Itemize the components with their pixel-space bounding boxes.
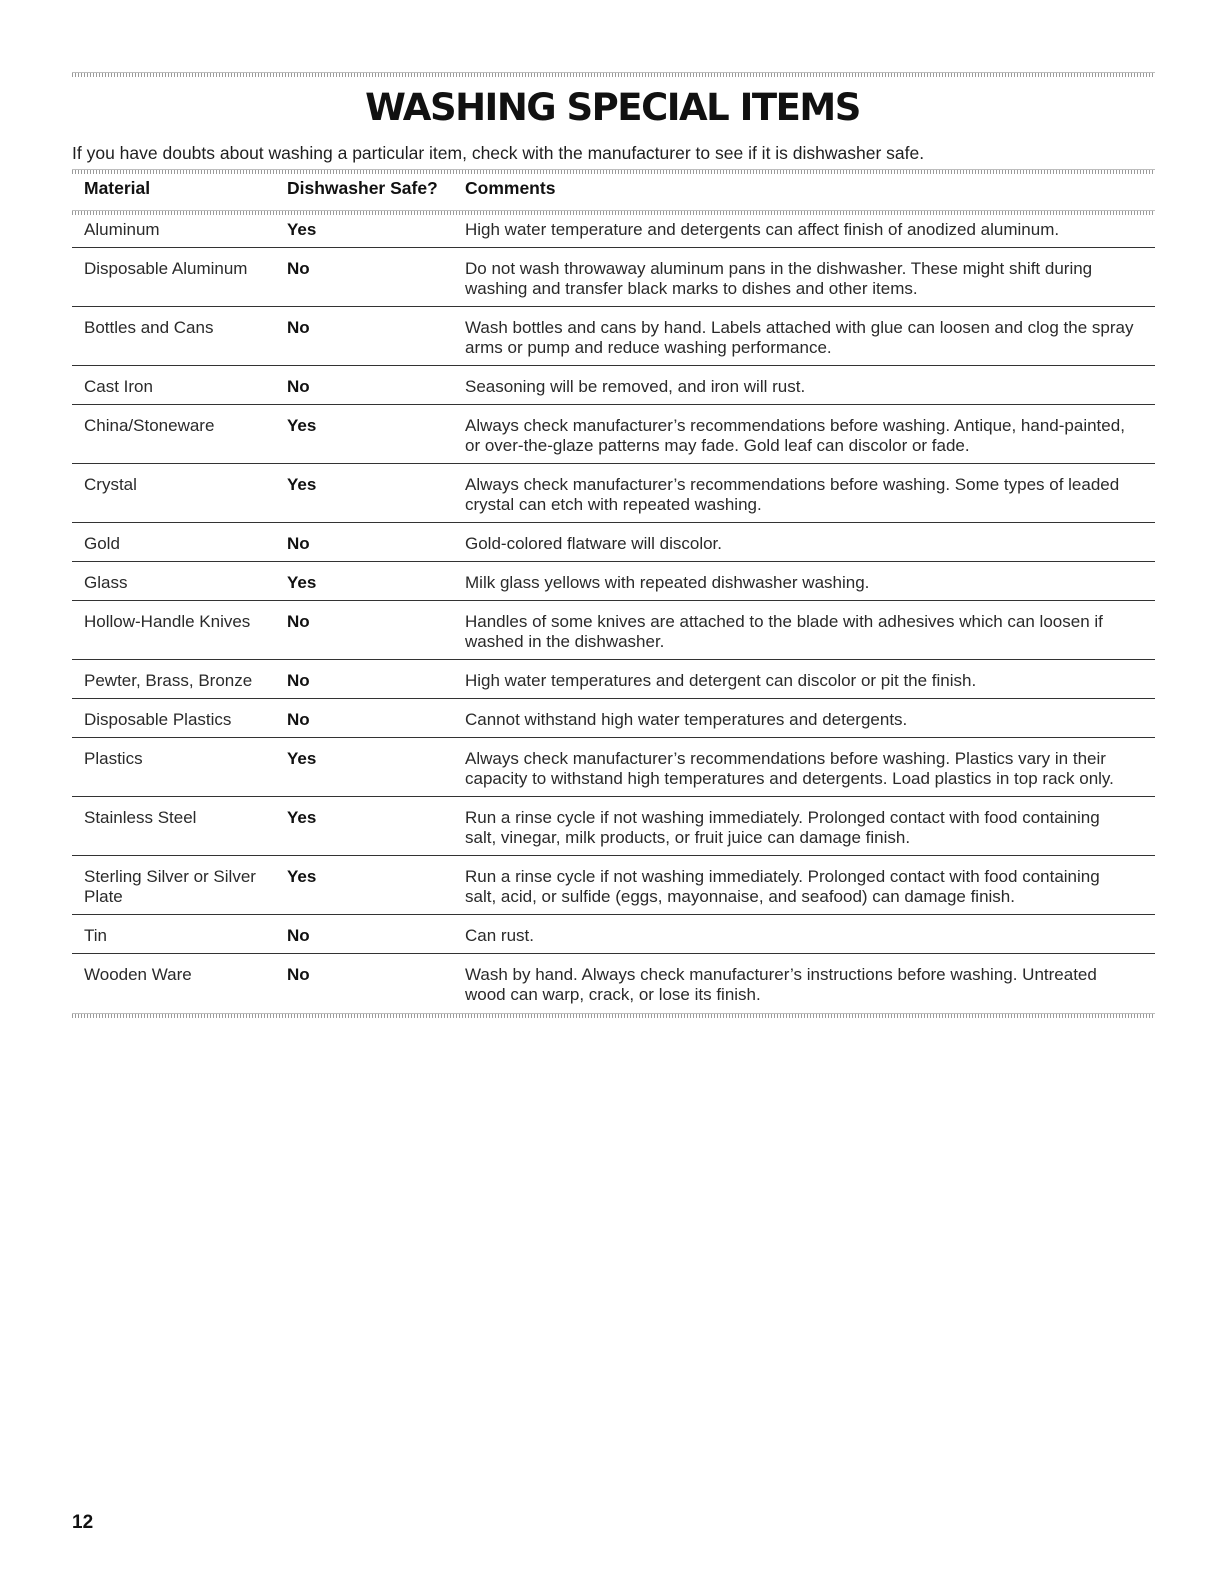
dishwasher-safe-cell: Yes [275,464,453,523]
table-row [72,405,1155,464]
dishwasher-safe-cell: Yes [275,405,453,464]
material-cell: Plastics [72,738,275,797]
material-cell: Wooden Ware [84,965,192,984]
dishwasher-safe-cell: No [287,965,310,984]
header-comments: Comments [465,178,556,198]
dishwasher-safe-cell: No [275,660,453,699]
header-material: Material [84,178,151,198]
comments-cell: Wash bottles and cans by hand. Labels attached with glue can loosen and clog the spray arms or pump and reduce washing performance. [453,307,1155,366]
table-row [72,797,1155,856]
comments-cell: Run a rinse cycle if not washing immediately. Prolonged contact with food containing salt, vinegar, milk products, or fruit juice can damage finish. [453,797,1155,856]
table-row [72,523,1155,562]
material-cell: Tin [72,915,275,954]
comments-cell: Handles of some knives are attached to the blade with adhesives which can loosen if washed in the dishwasher. [453,601,1155,660]
table-row [72,954,1155,1012]
page-title: WASHING SPECIAL ITEMS [365,86,860,129]
comments-cell: Always check manufacturer’s recommendations before washing. Antique, hand-painted, or over-the-glaze patterns may fade. Gold leaf can discolor or fade. [453,405,1155,464]
table-row [72,601,1155,660]
material-cell: Glass [72,562,275,601]
table-header-row [72,176,1155,209]
material-cell: Gold [72,523,275,562]
material-cell: Pewter, Brass, Bronze [72,660,275,699]
table-row [72,562,1155,601]
table-row [72,307,1155,366]
bottom-dotted-rule [72,1013,1155,1018]
material-cell: Disposable Plastics [72,699,275,738]
table-row [72,366,1155,405]
page-number: 12 [72,1512,94,1533]
dishwasher-safe-cell: Yes [275,738,453,797]
material-cell: Hollow-Handle Knives [72,601,275,660]
material-cell: Bottles and Cans [72,307,275,366]
material-cell: Crystal [72,464,275,523]
top-dotted-rule [72,72,1155,77]
dishwasher-safe-cell: No [275,523,453,562]
dishwasher-safe-cell: No [275,307,453,366]
table-row [72,248,1155,307]
table-row [72,699,1155,738]
comments-cell: Milk glass yellows with repeated dishwasher washing. [453,562,1155,601]
comments-cell: Cannot withstand high water temperatures and detergents. [453,699,1155,738]
table-row [72,660,1155,699]
table-body [72,209,1155,1011]
material-cell: Aluminum [72,209,275,248]
comments-cell: High water temperature and detergents can affect finish of anodized aluminum. [453,209,1155,248]
intro-dotted-rule [72,169,1155,174]
dishwasher-safe-cell: Yes [275,856,453,915]
dishwasher-safe-cell: No [275,248,453,307]
table-row [72,738,1155,797]
dishwasher-safe-cell: Yes [275,797,453,856]
table-row [72,915,1155,954]
dishwasher-safe-cell: No [275,366,453,405]
comments-cell: Can rust. [453,915,1155,954]
table-row [72,856,1155,915]
header-dotted-rule [72,210,1155,215]
dishwasher-safe-cell: No [275,915,453,954]
header-dishwasher-safe: Dishwasher Safe? [287,178,438,198]
special-items-table [72,176,1155,1011]
material-cell: Disposable Aluminum [72,248,275,307]
material-cell: Stainless Steel [72,797,275,856]
material-cell: Sterling Silver or Silver Plate [72,856,275,915]
comments-cell: Always check manufacturer’s recommendations before washing. Some types of leaded crystal can etch with repeated washing. [453,464,1155,523]
comments-cell: Do not wash throwaway aluminum pans in the dishwasher. These might shift during washing and transfer black marks to dishes and other items. [453,248,1155,307]
dishwasher-safe-cell: No [275,699,453,738]
dishwasher-safe-cell: Yes [275,209,453,248]
table-row [72,464,1155,523]
comments-cell: Gold-colored flatware will discolor. [453,523,1155,562]
dishwasher-safe-cell: Yes [275,562,453,601]
material-cell: China/Stoneware [72,405,275,464]
comments-cell: Wash by hand. Always check manufacturer’s instructions before washing. Untreated wood can warp, crack, or lose its finish. [465,965,1097,1004]
comments-cell: High water temperatures and detergent can discolor or pit the finish. [453,660,1155,699]
comments-cell: Run a rinse cycle if not washing immediately. Prolonged contact with food containing salt, acid, or sulfide (eggs, mayonnaise, and seafood) can damage finish. [453,856,1155,915]
comments-cell: Seasoning will be removed, and iron will rust. [453,366,1155,405]
comments-cell: Always check manufacturer’s recommendations before washing. Plastics vary in their capacity to withstand high temperatures and detergents. Load plastics in top rack only. [453,738,1155,797]
dishwasher-safe-cell: No [275,601,453,660]
material-cell: Cast Iron [72,366,275,405]
intro-text: If you have doubts about washing a particular item, check with the manufacturer to see if it is dishwasher safe. [72,143,925,163]
